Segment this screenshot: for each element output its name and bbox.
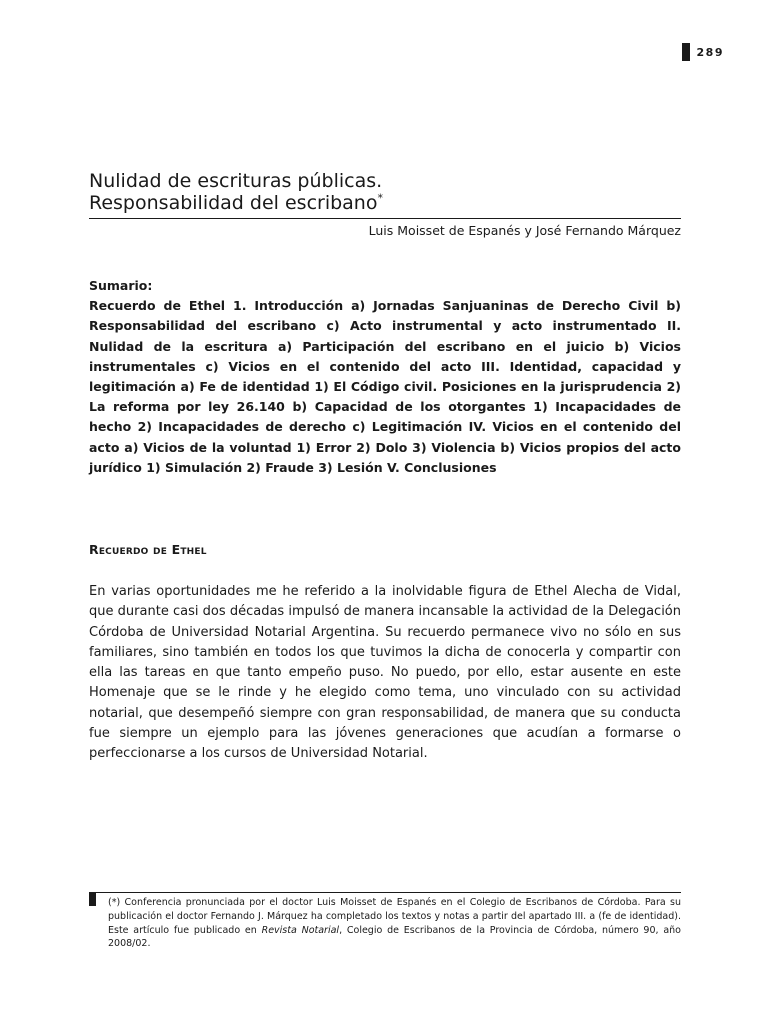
summary-heading: Sumario: bbox=[89, 278, 153, 293]
page-number bbox=[682, 43, 724, 61]
section-heading: Recuerdo de Ethel bbox=[89, 542, 207, 557]
title-footnote-mark[interactable]: * bbox=[377, 191, 383, 205]
body-paragraph: En varias oportunidades me he referido a la inolvidable figura de Ethel Alecha de Vidal, que durante casi dos décadas impulsó de manera incansable la actividad de la Delegación Córdoba de Universidad Notarial Argentina. Su recuerdo permanece vivo no sólo en sus familiares, sino también en todos los que tuvimos la dicha de conocerla y compartir con ella las tareas en que tanto empeño puso. No puedo, por ello, estar ausente en este Homenaje que se le rinde y he elegido como tema, uno vinculado con su actividad notarial, que desempeñó siempre con gran responsabilidad, de manera que su conducta fue siempre un ejemplo para las jóvenes generaciones que acudían a formarse o perfeccionarse a los cursos de Universidad Notarial. bbox=[89, 584, 681, 762]
article-title-line-1: Nulidad de escrituras públicas. bbox=[89, 170, 383, 192]
footnote-text-part1: Conferencia pronunciada por el doctor Luis Moisset de Espanés en el Colegio de Escribanos de Córdoba. Para su publicación el doctor Fernando J. Márquez ha completado los textos y notas a partir del apartado III. a (fe de identidad). Este artículo fue publicado en bbox=[108, 897, 681, 936]
article-title-line-2 bbox=[89, 192, 681, 214]
page-marker bbox=[682, 43, 690, 61]
title-block bbox=[89, 170, 681, 238]
authors: Luis Moisset de Espanés y José Fernando Márquez bbox=[368, 223, 681, 238]
footnote-rule bbox=[89, 892, 681, 893]
title-rule bbox=[89, 218, 681, 219]
summary-text: Recuerdo de Ethel 1. Introducción a) Jornadas Sanjuaninas de Derecho Civil b) Responsabilidad del escribano c) Acto instrumental y acto instrumentado II. Nulidad de la escritura a) Participación del escribano en el juicio b) Vicios instrumentales c) Vicios en el contenido del acto III. Identidad, capacidad y legitimación a) Fe de identidad 1) El Código civil. Posiciones en la jurisprudencia 2) La reforma por ley 26.140 b) Capacidad de los otorgantes 1) Incapacidades de hecho 2) Incapacidades de derecho c) Legitimación IV. Vicios en el contenido del acto a) Vicios de la voluntad 1) Error 2) Dolo 3) Violencia b) Vicios propios del acto jurídico 1) Simulación 2) Fraude 3) Lesión V. Conclusiones bbox=[89, 298, 681, 475]
article-title-line-2-text: Responsabilidad del escribano bbox=[89, 192, 378, 214]
footnote bbox=[108, 896, 681, 951]
summary bbox=[89, 276, 681, 478]
footnote-text-part2: , Colegio de Escribanos de la Provincia de Córdoba, número 90, año 2008/02. bbox=[108, 924, 681, 950]
footnote-marker bbox=[89, 892, 96, 906]
footnote-journal: Revista Notarial bbox=[261, 924, 340, 936]
page-number-text: 289 bbox=[696, 45, 724, 59]
footnote-mark: (*) bbox=[108, 897, 121, 908]
